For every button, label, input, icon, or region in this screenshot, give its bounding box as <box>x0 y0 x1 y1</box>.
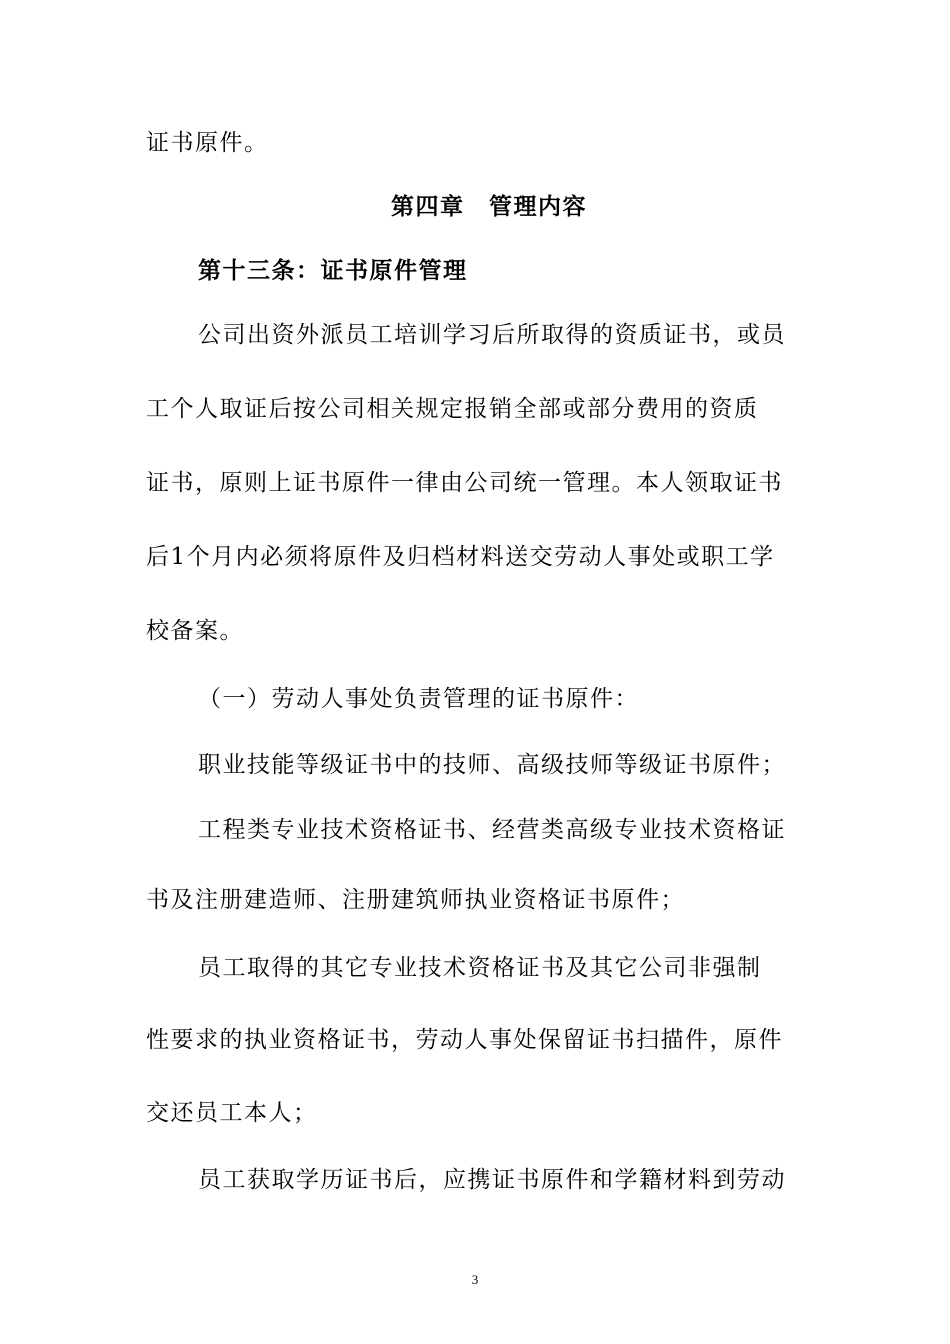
paragraph-line: 公司出资外派员工培训学习后所取得的资质证书，或员 <box>198 322 786 348</box>
list-item: 工程类专业技术资格证书、经营类高级专业技术资格证 <box>198 817 786 843</box>
list-heading: （一）劳动人事处负责管理的证书原件： <box>198 686 639 712</box>
list-item: 员工取得的其它专业技术资格证书及其它公司非强制 <box>198 955 762 981</box>
list-item: 员工获取学历证书后，应携证书原件和学籍材料到劳动 <box>198 1167 786 1193</box>
paragraph-line: 校备案。 <box>146 618 244 644</box>
chapter-heading: 第四章 管理内容 <box>391 194 587 220</box>
paragraph-line: 证书，原则上证书原件一律由公司统一管理。本人领取证书 <box>146 470 783 496</box>
list-item-continued: 交还员工本人； <box>146 1100 318 1126</box>
paragraph-line: 证书原件。 <box>146 130 269 156</box>
article-heading: 第十三条：证书原件管理 <box>198 258 468 284</box>
page-number: 3 <box>471 1272 479 1287</box>
paragraph-line: 工个人取证后按公司相关规定报销全部或部分费用的资质 <box>146 396 759 422</box>
list-item-continued: 书及注册建造师、注册建筑师执业资格证书原件； <box>146 887 685 913</box>
paragraph-line: 后1个月内必须将原件及归档材料送交劳动人事处或职工学 <box>146 544 775 570</box>
list-item-continued: 性要求的执业资格证书，劳动人事处保留证书扫描件，原件 <box>146 1027 783 1053</box>
list-item: 职业技能等级证书中的技师、高级技师等级证书原件； <box>198 752 786 778</box>
